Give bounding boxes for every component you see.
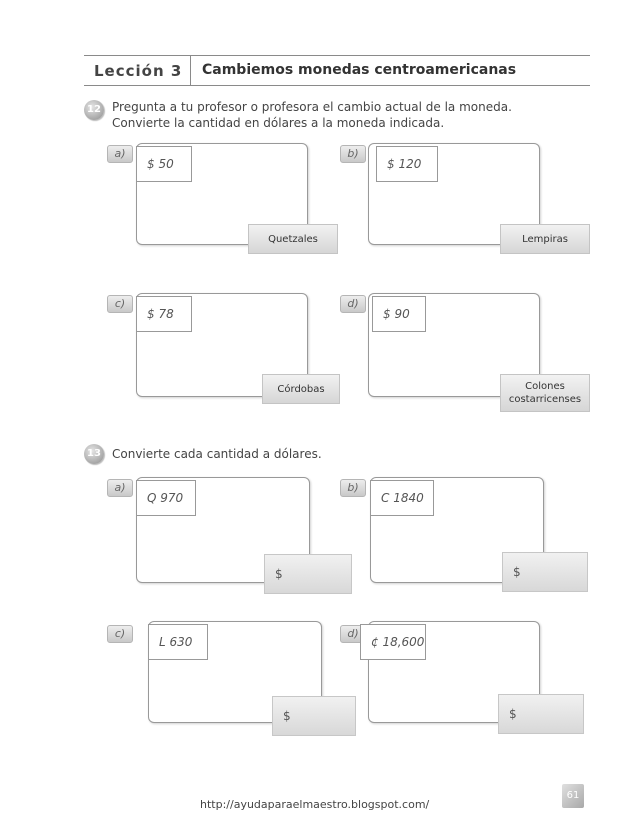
exercise-13d-dollar-answer[interactable]: $ — [498, 694, 584, 734]
header-bottom-line — [84, 85, 590, 86]
exercise-12a-amount: $ 50 — [136, 146, 192, 182]
exercise-12b-currency-label: Lempiras — [500, 224, 590, 254]
exercise-13-instruction: Convierte cada cantidad a dólares. — [112, 447, 322, 461]
exercise-12a-label: a) — [107, 145, 133, 163]
lesson-title: Cambiemos monedas centroamericanas — [202, 62, 517, 78]
exercise-12d-label: d) — [340, 295, 366, 313]
exercise-12-number-badge: 12 — [84, 100, 104, 120]
exercise-13c-label: c) — [107, 625, 133, 643]
exercise-12a-currency-label: Quetzales — [248, 224, 338, 254]
exercise-12c-label: c) — [107, 295, 133, 313]
header-separator — [190, 55, 191, 85]
exercise-13a-dollar-answer[interactable]: $ — [264, 554, 352, 594]
exercise-12d-currency-label: Colones costarricenses — [500, 374, 590, 412]
exercise-12b-label: b) — [340, 145, 366, 163]
exercise-12d-amount: $ 90 — [372, 296, 426, 332]
exercise-13c-amount: L 630 — [148, 624, 208, 660]
exercise-13a-label: a) — [107, 479, 133, 497]
exercise-12-instruction-line2: Convierte la cantidad en dólares a la moneda indicada. — [112, 116, 445, 130]
footer-url[interactable]: http://ayudaparaelmaestro.blogspot.com/ — [200, 798, 430, 811]
lesson-label: Lección 3 — [94, 62, 183, 80]
exercise-13c-dollar-answer[interactable]: $ — [272, 696, 356, 736]
exercise-12b-amount: $ 120 — [376, 146, 438, 182]
exercise-13d-label: d) — [340, 625, 366, 643]
exercise-13b-label: b) — [340, 479, 366, 497]
page-number-badge: 61 — [562, 784, 584, 808]
exercise-13b-amount: C 1840 — [370, 480, 434, 516]
exercise-12-instruction-line1: Pregunta a tu profesor o profesora el cambio actual de la moneda. — [112, 100, 512, 114]
exercise-13b-dollar-answer[interactable]: $ — [502, 552, 588, 592]
exercise-13-number-badge: 13 — [84, 444, 104, 464]
exercise-12c-currency-label: Córdobas — [262, 374, 340, 404]
header-top-line — [84, 55, 590, 56]
exercise-12c-amount: $ 78 — [136, 296, 192, 332]
exercise-13d-amount: ¢ 18,600 — [360, 624, 426, 660]
exercise-13a-amount: Q 970 — [136, 480, 196, 516]
